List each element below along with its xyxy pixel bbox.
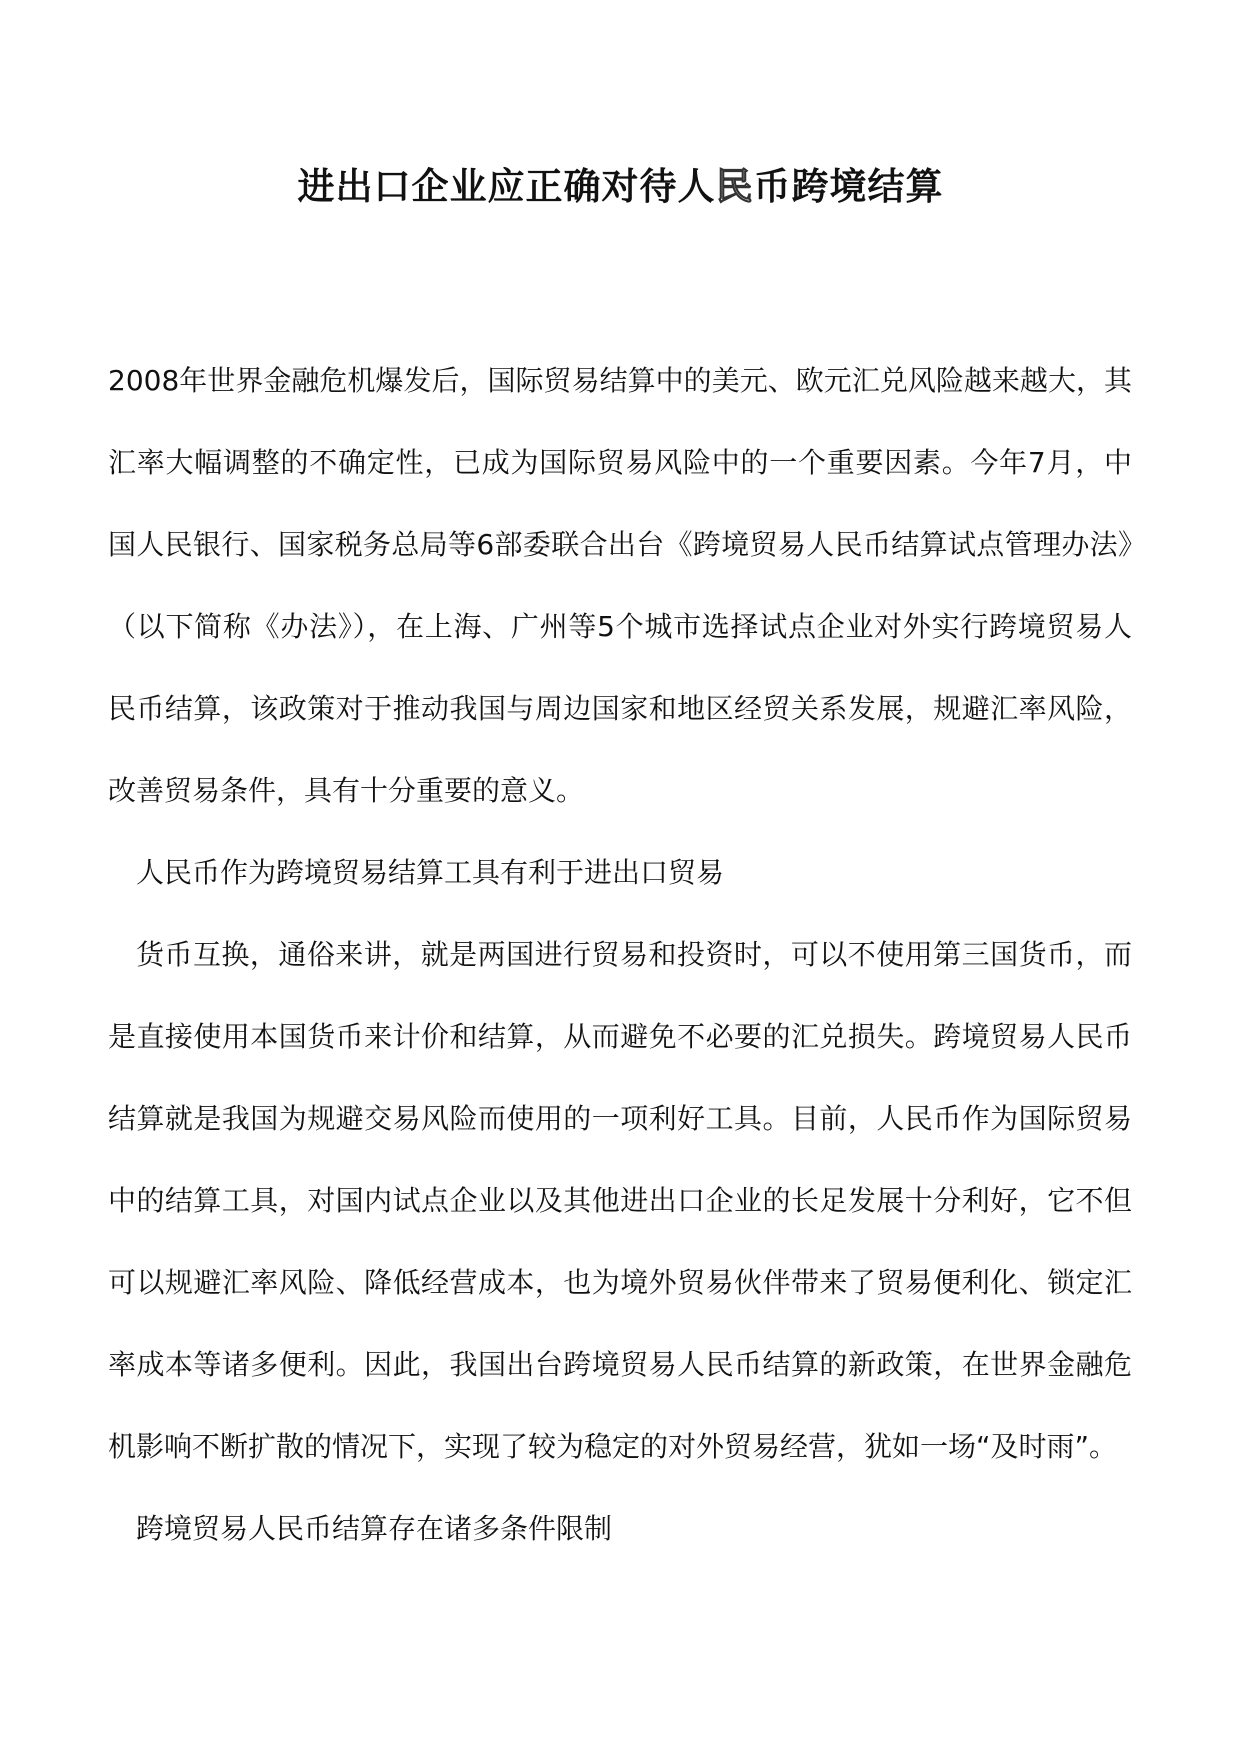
paragraph-currency-swap: 货币互换，通俗来讲，就是两国进行贸易和投资时，可以不使用第三国货币，而是直接使用本国货币来计价和结算，从而避免不必要的汇兑损失。跨境贸易人民币结算就是我国为规避交易风险而使用的一项利好工具。目前，人民币作为国际贸易中的结算工具，对国内试点企业以及其他进出口企业的长足发展十分利好，它不但可以规避汇率风险、降低经营成本，也为境外贸易伙伴带来了贸易便利化、锁定汇率成本等诸多便利。因此，我国出台跨境贸易人民币结算的新政策，在世界金融危机影响不断扩散的情况下，实现了较为稳定的对外贸易经营，犹如一场“及时雨”。 xyxy=(108,938,1132,1463)
document-title xyxy=(0,158,1241,214)
section-heading-restrictions: 跨境贸易人民币结算存在诸多条件限制 xyxy=(136,1512,613,1545)
section-heading-advantages: 人民币作为跨境贸易结算工具有利于进出口贸易 xyxy=(136,856,725,889)
title-text-end: 币跨境结算 xyxy=(753,164,944,208)
title-text-start: 进出口企业应正确对待人 xyxy=(297,164,716,208)
paragraph-intro: 2008年世界金融危机爆发后，国际贸易结算中的美元、欧元汇兑风险越来越大，其汇率大幅调整的不确定性，已成为国际贸易风险中的一个重要因素。今年7月，中国人民银行、国家税务总局等6部委联合出台《跨境贸易人民币结算试点管理办法》（以下简称《办法》），在上海、广州等5个城市选择试点企业对外实行跨境贸易人民币结算，该政策对于推动我国与周边国家和地区经贸关系发展，规避汇率风险，改善贸易条件，具有十分重要的意义。 xyxy=(108,364,1132,807)
title-hollow-character: 民 xyxy=(715,164,754,208)
document-body xyxy=(108,340,1132,1570)
